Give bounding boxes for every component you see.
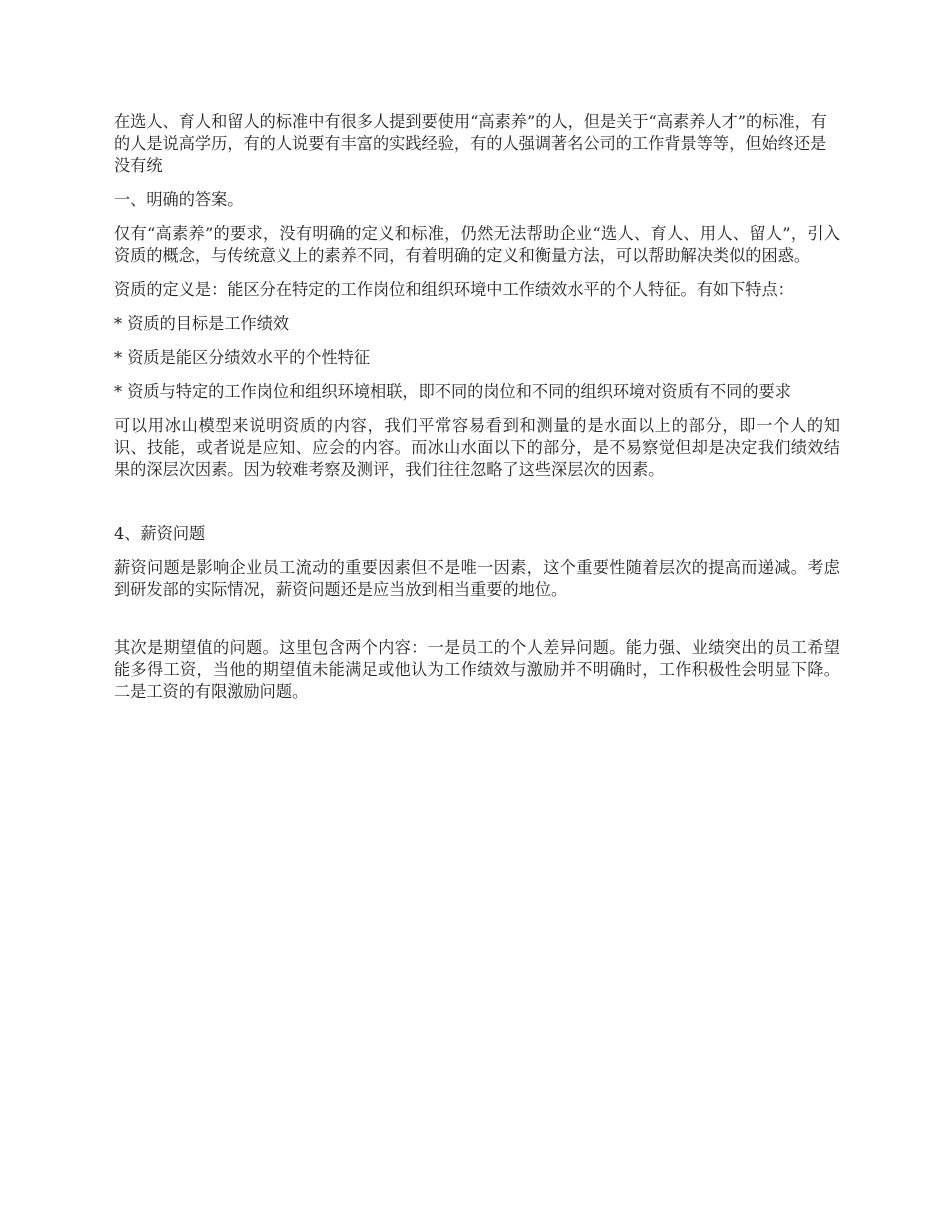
spacer <box>114 613 840 637</box>
section-heading-salary: 4、薪资问题 <box>114 524 206 543</box>
paragraph-salary: 薪资问题是影响企业员工流动的重要因素但不是唯一因素，这个重要性随着层次的提高而递减。考虑到研发部的实际情况，薪资问题还是应当放到相当重要的地位。 <box>114 558 840 599</box>
bullet-item-context: * 资质与特定的工作岗位和组织环境相联，即不同的岗位和不同的组织环境对资质有不同的要求 <box>114 382 791 401</box>
spacer <box>114 493 840 523</box>
bullet-item-trait: * 资质是能区分绩效水平的个性特征 <box>114 348 371 367</box>
document-body <box>114 111 840 715</box>
paragraph-iceberg-model: 可以用冰山模型来说明资质的内容，我们平常容易看到和测量的是水面以上的部分，即一个人的知识、技能，或者说是应知、应会的内容。而冰山水面以下的部分，是不易察觉但却是决定我们绩效结果的深层次因素。因为较难考察及测评，我们往往忽略了这些深层次的因素。 <box>114 416 840 479</box>
paragraph-definition: 资质的定义是：能区分在特定的工作岗位和组织环境中工作绩效水平的个人特征。有如下特点： <box>114 280 794 299</box>
paragraph-intro: 在选人、育人和留人的标准中有很多人提到要使用“高素养”的人，但是关于“高素养人才”的标准，有的人是说高学历，有的人说要有丰富的实践经验，有的人强调著名公司的工作背景等等，但始终还是没有统 <box>114 112 827 175</box>
paragraph-high-quality: 仅有“高素养”的要求，没有明确的定义和标准，仍然无法帮助企业“选人、育人、用人、留人”，引入资质的概念，与传统意义上的素养不同，有着明确的定义和衡量方法，可以帮助解决类似的困惑。 <box>114 224 840 265</box>
paragraph-clear-answer: 一、明确的答案。 <box>114 190 244 209</box>
bullet-item-goal: * 资质的目标是工作绩效 <box>114 314 290 333</box>
paragraph-expectation: 其次是期望值的问题。这里包含两个内容：一是员工的个人差异问题。能力强、业绩突出的员工希望能多得工资，当他的期望值未能满足或他认为工作绩效与激励并不明确时，工作积极性会明显下降。二是工资的有限激励问题。 <box>114 638 840 701</box>
